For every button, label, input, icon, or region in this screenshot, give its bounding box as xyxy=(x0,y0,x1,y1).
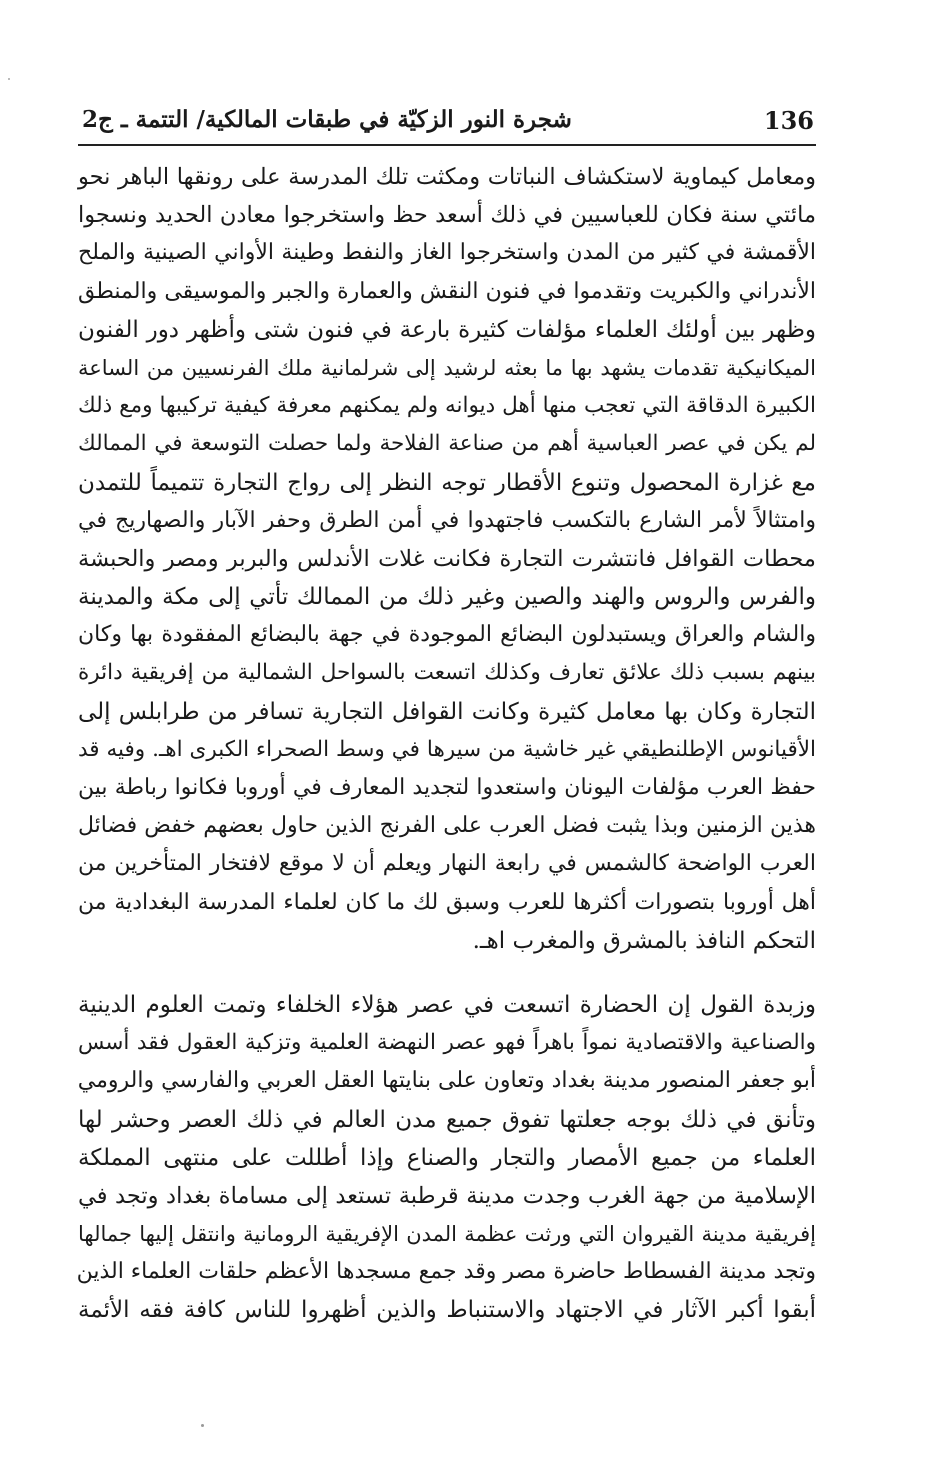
text-line: هذين الزمنين وبذا يثبت فضل العرب على الفرنج الذين حاول بعضهم خفض فضائل xyxy=(78,813,816,839)
text-line: وتأنق في ذلك بوجه جعلتها تفوق جميع مدن العالم في ذلك العصر وحشر لها xyxy=(78,1106,816,1133)
scan-speck xyxy=(201,1424,204,1427)
text-line: والشام والعراق ويستبدلون البضائع الموجودة في جهة بالبضائع المفقودة بها وكان xyxy=(78,622,816,648)
text-line: مع غزارة المحصول وتنوع الأقطار توجه النظر إلى رواج التجارة تتميماً للتمدن xyxy=(78,469,816,496)
paragraph-2 xyxy=(78,986,816,1330)
text-line: مائتي سنة فكان للعباسيين في ذلك أسعد حظ واستخرجوا معادن الحديد ونسجوا xyxy=(78,202,816,229)
text-line: والصناعية والاقتصادية نمواً باهراً فهو عصر النهضة العلمية وتزكية العقول فقد أسس xyxy=(78,1030,816,1056)
text-line: إفريقية مدينة القيروان التي ورثت عظمة المدن الإفريقية الرومانية وانتقل إليها جمالها xyxy=(78,1222,816,1247)
paragraph-1 xyxy=(78,158,816,960)
page-number: 136 xyxy=(763,106,814,135)
text-line: أهل أوروبا بتصورات أكثرها للعرب وسبق لك ما كان لعلماء المدرسة البغدادية من xyxy=(78,889,816,915)
text-line: أبقوا أكبر الآثار في الاجتهاد والاستنباط والذين أظهروا للناس كافة فقه الأئمة xyxy=(78,1297,816,1324)
text-line: ومعامل كيماوية لاستكشاف النباتات ومكثت تلك المدرسة على رونقها الباهر نحو xyxy=(78,164,816,190)
text-line: الإسلامية من جهة الغرب وجدت مدينة قرطبة تستعد إلى مساماة بغداد وتجد في xyxy=(78,1182,816,1209)
text-line: العرب الواضحة كالشمس في رابعة النهار ويعلم أن لا موقع لافتخار المتأخرين من xyxy=(78,851,816,877)
text-line: وزبدة القول إن الحضارة اتسعت في عصر هؤلاء الخلفاء وتمت العلوم الدينية xyxy=(78,991,816,1018)
text-line: التجارة وكان بها معامل كثيرة وكانت القوافل التجارية تسافر من طرابلس إلى xyxy=(78,698,816,725)
text-line: لم يكن في عصر العباسية أهم من صناعة الفلاحة ولما حصلت التوسعة في الممالك xyxy=(78,431,816,457)
page-header xyxy=(78,100,818,140)
text-line: وظهر بين أولئك العلماء مؤلفات كثيرة بارعة في فنون شتى وأظهر دور الفنون xyxy=(78,316,816,343)
text-line: العلماء من جميع الأمصار والتجار والصناع وإذا أطللت على منتهى المملكة xyxy=(78,1144,816,1171)
text-line: حفظ العرب مؤلفات اليونان واستعدوا لتجديد المعارف في أوروبا فكانوا رباطة بين xyxy=(78,775,816,800)
scan-speck xyxy=(8,78,10,80)
text-line: الميكانيكية تقدمات يشهد بها ما بعثه لرشيد إلى شرلمانية ملك الفرنسيين من الساعة xyxy=(78,355,816,380)
text-line: الأقيانوس الإطلنطيقي غير خاشية من سيرها في وسط الصحراء الكبرى اهـ. وفيه قد xyxy=(78,736,816,762)
text-line: أبو جعفر المنصور مدينة بغداد وتعاون على بنايتها العقل العربي والفارسي والرومي xyxy=(77,1068,816,1094)
text-line: الأندراني والكبريت وتقدموا في فنون النقش والعمارة والجبر والموسيقى والمنطق xyxy=(78,278,816,304)
text-line: وامتثالاً لأمر الشارع بالتكسب فاجتهدوا في أمن الطرق وحفر الآبار والصهاريج في xyxy=(78,507,816,533)
header-rule xyxy=(78,144,816,146)
text-line: الأقمشة في كثير من المدن واستخرجوا الغاز والنفط وطينة الأواني الصينية والملح xyxy=(78,240,816,266)
text-line: والفرس والروس والهند والصين وغير ذلك من الممالك تأتي إلى مكة والمدينة xyxy=(78,584,816,611)
paragraph-gap xyxy=(78,960,816,986)
text-line: بينهم بسبب ذلك علائق تعارف وكذلك اتسعت بالسواحل الشمالية من إفريقية دائرة xyxy=(78,660,816,686)
text-line: الكبيرة الدقاقة التي تعجب منها أهل ديوانه ولم يمكنهم معرفة كيفية تركيبها ومع ذلك xyxy=(78,393,816,419)
text-line: وتجد مدينة الفسطاط حاضرة مصر وقد جمع مسجدها الأعظم حلقات العلماء الذين xyxy=(76,1259,816,1285)
body-text xyxy=(78,158,816,1330)
text-line: محطات القوافل فانتشرت التجارة فكانت غلات الأندلس والبربر ومصر والحبشة xyxy=(78,545,816,572)
running-title: شجرة النور الزكيّة في طبقات المالكية/ التتمة ـ ج2 xyxy=(82,106,572,133)
text-line: التحكم النافذ بالمشرق والمغرب اهـ. xyxy=(472,927,816,954)
